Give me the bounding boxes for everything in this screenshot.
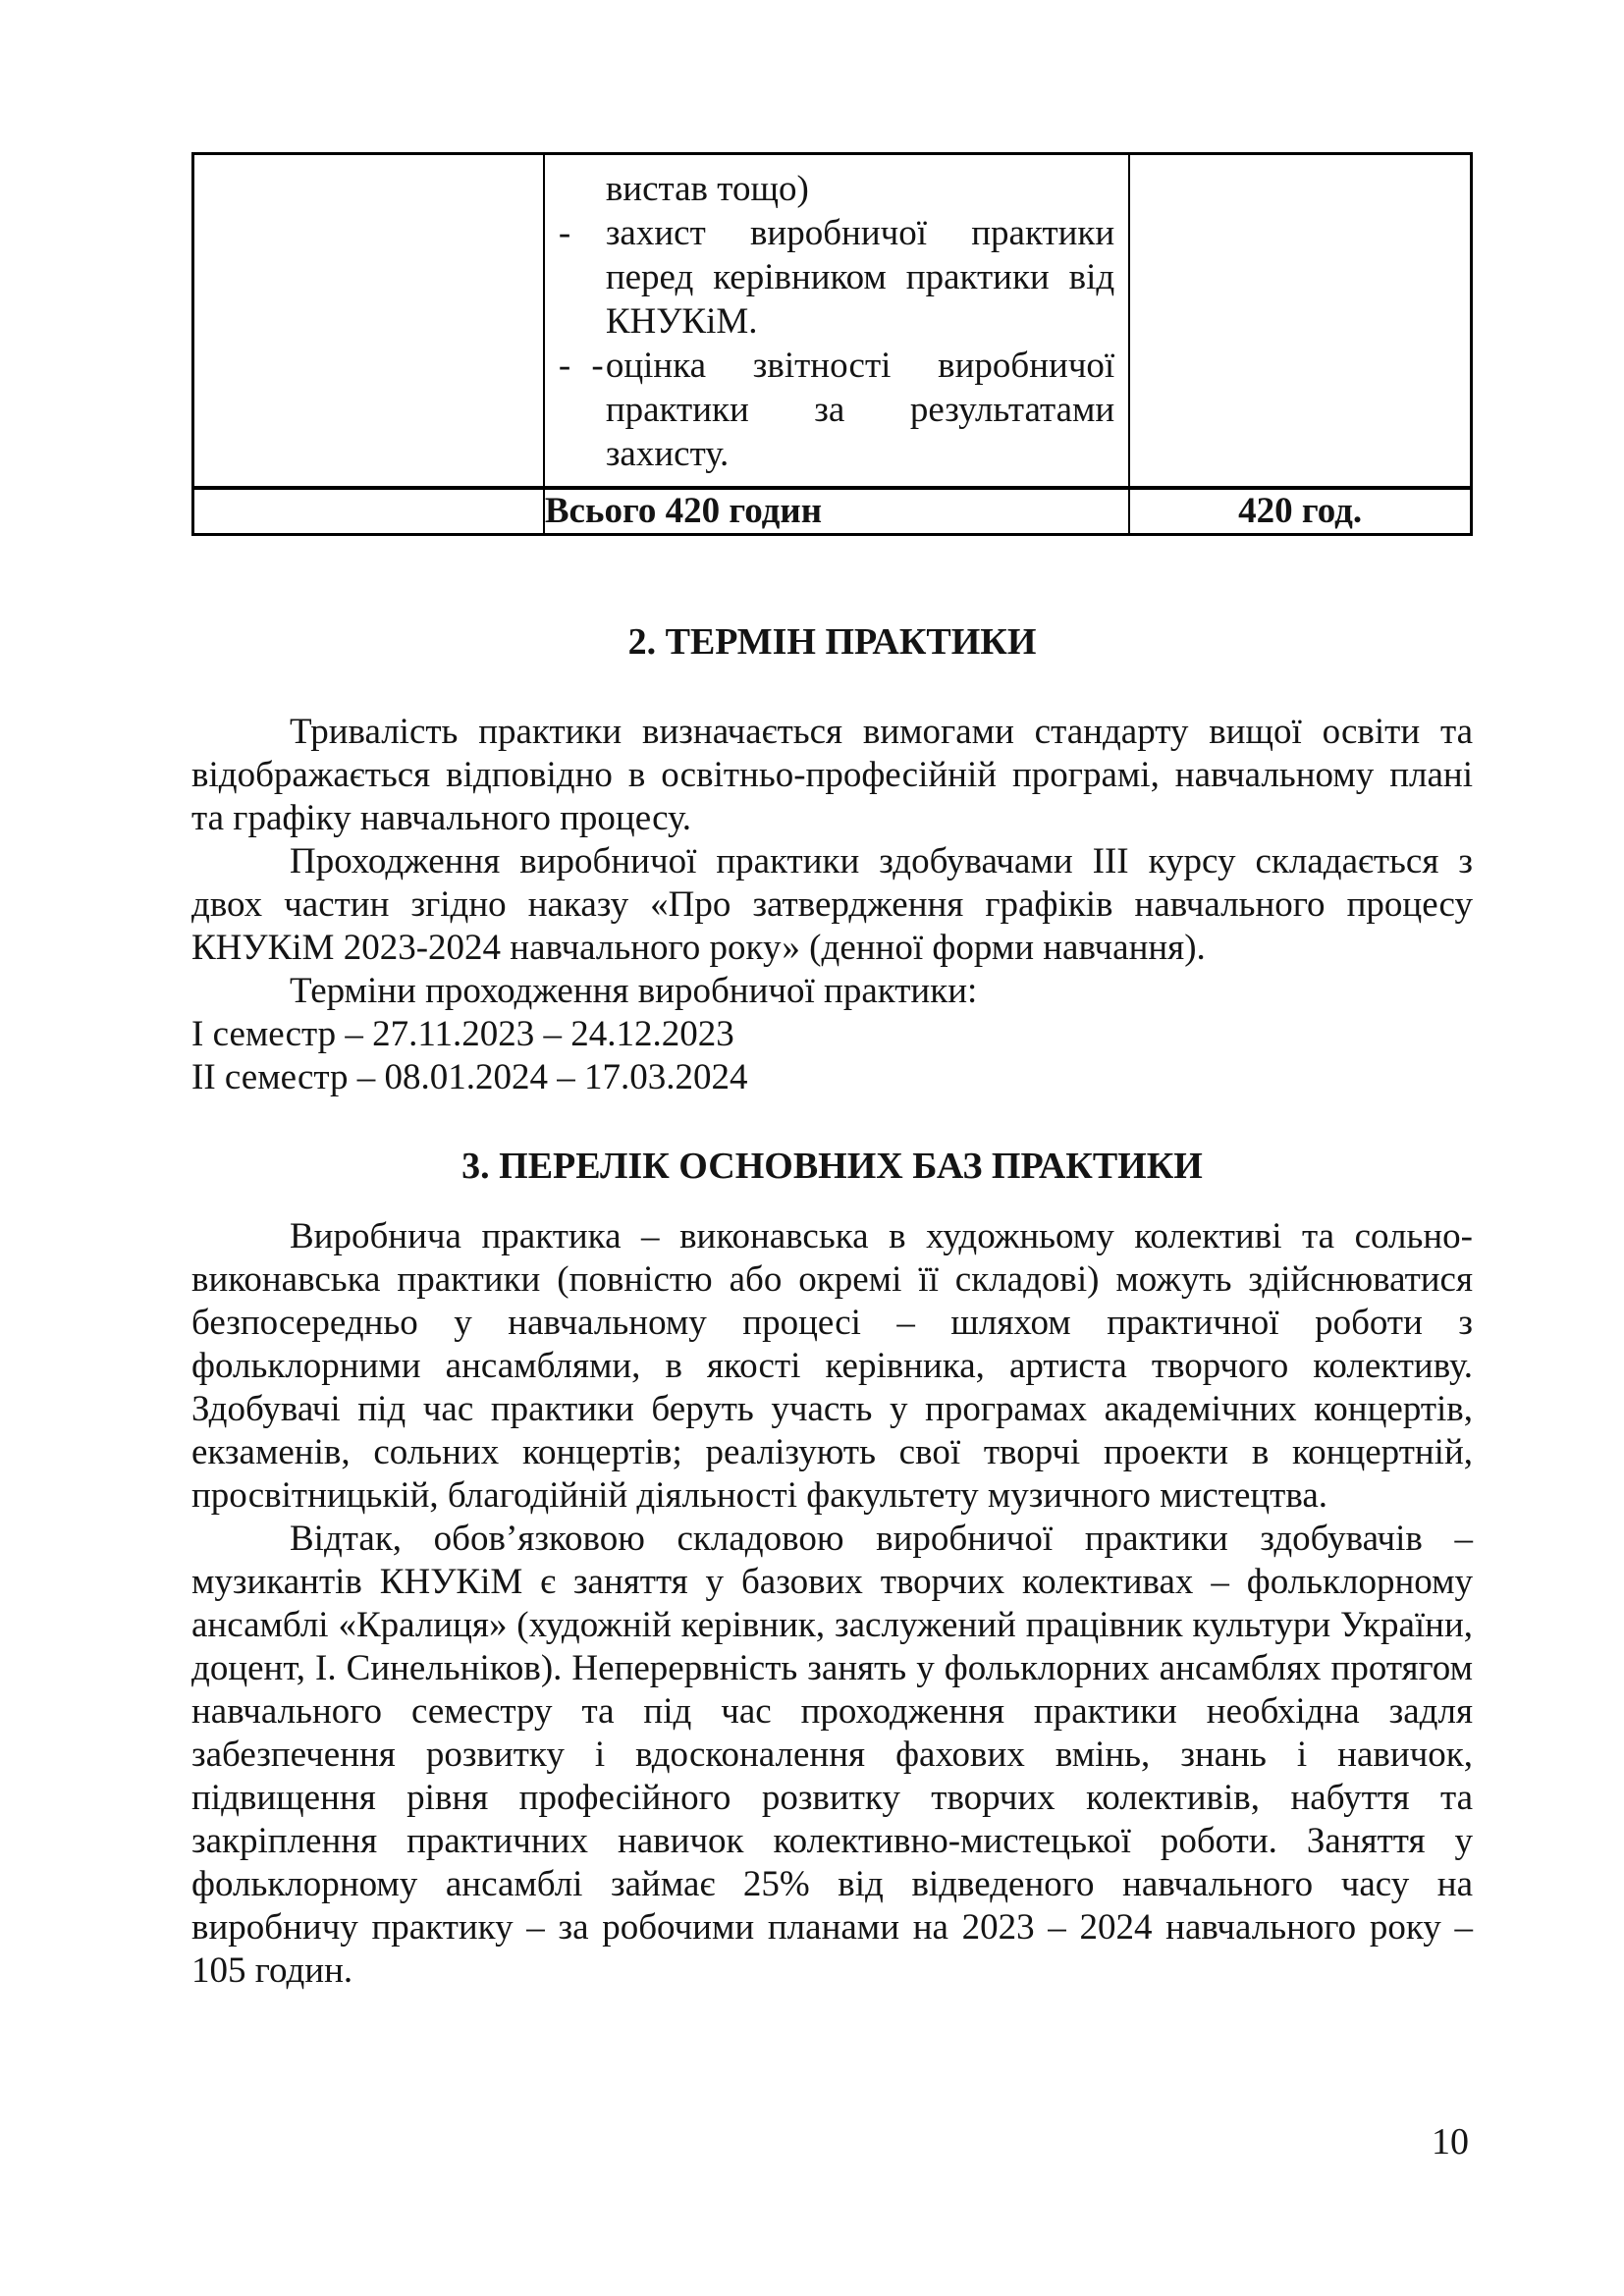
semester-1-dates: І семестр – 27.11.2023 – 24.12.2023 (191, 1014, 734, 1054)
section-3-paragraph: Відтак, обов’язковою складовою виробничої практики здобувачів – музикантів КНУКіМ є заняття у базових творчих колективах – фольклорному ансамблі «Кралиця» (художній керівник, заслужений працівник культури України, доцент, І. Синельніков). Неперервність занять у фольклорних ансамблях протягом навчального семестру та під час проходження практики необхідна задля забезпечення розвитку і вдосконалення фахових вмінь, знань і навичок, підвищення рівня професійного розвитку творчих колективів, набуття та закріплення практичних навичок колективно-мистецької роботи. Заняття у фольклорному ансамблі займає 25% від відведеного навчального часу на виробничу практику – за робочими планами на 2023 – 2024 навчального року – 105 годин. (191, 1519, 1473, 1991)
section-3-heading: 3. ПЕРЕЛІК ОСНОВНИХ БАЗ ПРАКТИКИ (461, 1146, 1203, 1187)
cell-content (544, 154, 1129, 489)
section-2-paragraph: Терміни проходження виробничої практики: (290, 971, 978, 1011)
list-item-text: оцінка звітності виробничої практики за результатами захисту. (605, 346, 1115, 474)
section-2-heading: 2. ТЕРМІН ПРАКТИКИ (627, 621, 1037, 663)
total-hours-label: Всього 420 годин (544, 488, 1129, 535)
total-hours-value: 420 год. (1129, 488, 1471, 535)
cell-activity-empty (193, 154, 544, 489)
bullet-dash: - (558, 213, 577, 253)
cell-total-empty (193, 488, 544, 535)
section-3-paragraph: Виробнича практика – виконавська в художньому колективі та сольно-виконавська практики (повністю або окремі її складові) можуть здійснюватися безпосередньо у навчальному процесі – шляхом практичної роботи з фольклорними ансамблями, в якості керівника, артиста творчого колективу. Здобувачі під час практики беруть участь у програмах академічних концертів, екзаменів, сольних концертів; реалізують свої творчі проекти в концертній, просвітницькій, благодійній діяльності факультету музичного мистецтва. (191, 1216, 1473, 1516)
semester-2-dates: ІІ семестр – 08.01.2024 – 17.03.2024 (191, 1057, 748, 1097)
section-2-paragraph: Проходження виробничої практики здобувачами ІІІ курсу складається з двох частин згідно наказу «Про затвердження графіків навчального процесу КНУКіМ 2023-2024 навчального року» (денної форми навчання). (191, 841, 1473, 968)
list-item (557, 167, 1114, 211)
cell-hours-empty (1129, 154, 1471, 489)
practice-hours-table (191, 152, 1473, 536)
list-item-text: захист виробничої практики перед керівником практики від КНУКіМ. (605, 213, 1115, 342)
page-number: 10 (1432, 2121, 1469, 2163)
table-row-total (193, 488, 1472, 535)
list-item (557, 344, 1114, 476)
list-item (557, 211, 1114, 344)
table-row-activities (193, 154, 1472, 489)
section-2-paragraph: Тривалість практики визначається вимогами стандарту вищої освіти та відображається відповідно в освітньо-професійній програмі, навчальному плані та графіку навчального процесу. (191, 712, 1473, 838)
bullet-dash: - - (558, 346, 610, 386)
list-item-text: вистав тощо) (605, 169, 809, 209)
